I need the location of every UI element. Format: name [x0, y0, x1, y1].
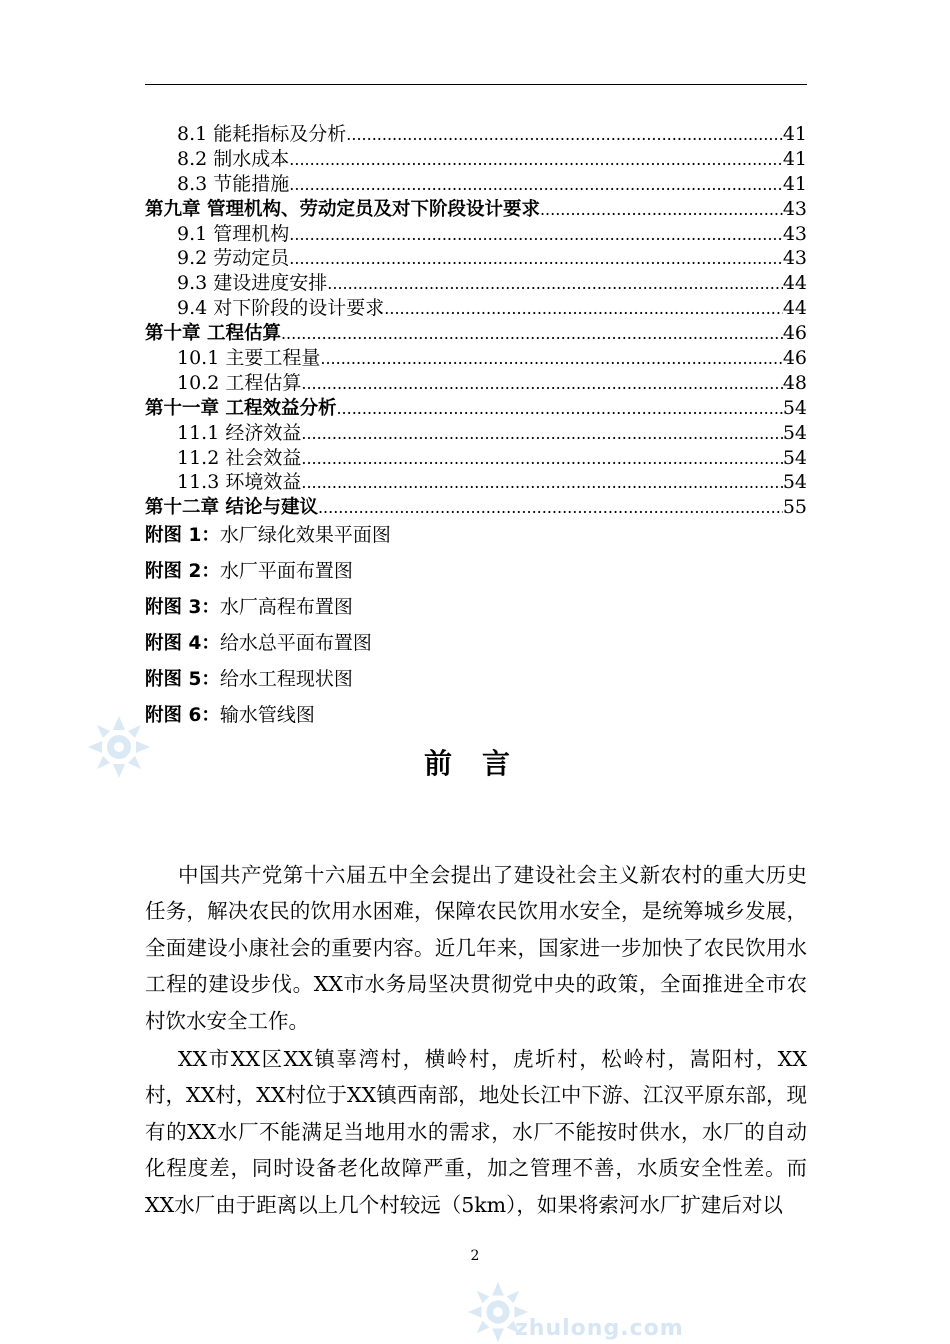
toc-page-number: 54 — [782, 446, 807, 469]
toc-page-number: 55 — [782, 496, 807, 519]
page-number: 2 — [470, 1248, 480, 1264]
toc-section-row — [145, 371, 807, 396]
toc-page-number: 43 — [782, 197, 807, 220]
toc-section-row — [145, 246, 807, 271]
toc-leader-dots — [384, 297, 783, 322]
figure-list-item — [145, 630, 807, 656]
toc-leader-dots — [301, 422, 782, 447]
toc-label: 8.3 节能措施 — [177, 172, 290, 195]
paragraph-1: 中国共产党第十六届五中全会提出了建设社会主义新农村的重大历史任务，解决农民的饮用水困难，保障农民饮用水安全，是统筹城乡发展，全面建设小康社会的重要内容。近几年来，国家进一步加快了农民饮用水工程的建设步伐。XX市水务局坚决贯彻党中央的政策，全面推进全市农村饮水安全工作。 — [145, 862, 807, 1033]
toc-label: 9.3 建设进度安排 — [177, 272, 328, 295]
toc-leader-dots — [301, 471, 782, 496]
toc-label: 第十一章 工程效益分析 — [145, 397, 337, 419]
toc-section-row — [145, 147, 807, 172]
toc-leader-dots — [289, 148, 783, 173]
toc-label: 11.3 环境效益 — [177, 471, 302, 494]
toc-page-number: 44 — [782, 297, 807, 320]
toc-page-number: 44 — [782, 272, 807, 295]
figure-title: 水厂平面布置图 — [219, 560, 353, 582]
toc-page-number: 41 — [782, 172, 807, 195]
toc-label: 第十二章 结论与建议 — [145, 497, 318, 519]
toc-page-number: 41 — [782, 123, 807, 145]
figure-label: 附图 5： — [145, 669, 220, 690]
toc-leader-dots — [346, 123, 783, 148]
section-title: 前言 — [423, 747, 540, 780]
toc-leader-dots — [327, 272, 783, 297]
figure-list-item — [145, 594, 807, 620]
figure-label: 附图 2： — [145, 561, 220, 582]
toc-leader-dots — [289, 247, 783, 272]
figure-title: 给水工程现状图 — [219, 668, 353, 690]
figure-label: 附图 3： — [145, 597, 220, 618]
toc-chapter-row — [145, 197, 807, 222]
toc-leader-dots — [289, 173, 783, 198]
toc-section-row — [145, 421, 807, 446]
toc-chapter-row — [145, 321, 807, 346]
toc-leader-dots — [289, 223, 783, 248]
figure-label: 附图 6： — [145, 705, 220, 726]
toc-page-number: 54 — [782, 421, 807, 444]
toc-leader-dots — [336, 397, 782, 422]
toc-section-row — [145, 446, 807, 471]
toc-label: 8.1 能耗指标及分析 — [177, 123, 347, 145]
toc-chapter-row — [145, 396, 807, 421]
toc-label: 11.1 经济效益 — [177, 421, 302, 444]
toc-leader-dots — [540, 198, 783, 223]
toc-leader-dots — [318, 496, 783, 521]
toc-page-number: 43 — [782, 222, 807, 245]
toc-chapter-row — [145, 495, 807, 520]
toc-section-row — [145, 346, 807, 371]
watermark-snowflake-icon — [88, 716, 150, 778]
figure-title: 输水管线图 — [219, 704, 315, 726]
toc-page-number: 54 — [782, 396, 807, 419]
toc-label: 10.1 主要工程量 — [177, 347, 321, 370]
toc-page-number: 46 — [782, 322, 807, 345]
toc-page-number: 46 — [782, 347, 807, 370]
toc-label: 9.4 对下阶段的设计要求 — [177, 297, 385, 320]
table-of-contents — [145, 122, 807, 520]
figure-list-item — [145, 702, 807, 728]
toc-page-number: 43 — [782, 247, 807, 270]
figure-label: 附图 1： — [145, 525, 220, 546]
figure-label: 附图 4： — [145, 633, 220, 654]
toc-page-number: 48 — [782, 371, 807, 394]
toc-section-row — [145, 122, 807, 147]
watermark-text: zhulong.com — [515, 1316, 684, 1341]
toc-section-row — [145, 172, 807, 197]
header-rule — [145, 84, 807, 85]
figure-title: 水厂高程布置图 — [219, 596, 353, 618]
toc-leader-dots — [301, 447, 782, 472]
toc-label: 第十章 工程估算 — [145, 323, 281, 345]
toc-label: 8.2 制水成本 — [177, 147, 290, 170]
figure-list-item — [145, 558, 807, 584]
toc-section-row — [145, 222, 807, 247]
toc-section-row — [145, 271, 807, 296]
toc-label: 10.2 工程估算 — [177, 371, 302, 394]
toc-label: 9.1 管理机构 — [177, 222, 290, 245]
figure-list-item — [145, 522, 807, 548]
toc-section-row — [145, 296, 807, 321]
toc-page-number: 54 — [782, 471, 807, 494]
figure-title: 给水总平面布置图 — [219, 632, 372, 654]
figure-list-item — [145, 666, 807, 692]
toc-section-row — [145, 470, 807, 495]
toc-label: 9.2 劳动定员 — [177, 247, 290, 270]
toc-label: 11.2 社会效益 — [177, 446, 302, 469]
toc-label: 第九章 管理机构、劳动定员及对下阶段设计要求 — [145, 198, 540, 220]
toc-leader-dots — [301, 372, 782, 397]
figure-title: 水厂绿化效果平面图 — [219, 524, 391, 546]
toc-page-number: 41 — [782, 147, 807, 170]
paragraph-2: XX市XX区XX镇辜湾村，横岭村，虎圻村，松岭村，嵩阳村，XX村，XX村，XX村位于XX镇西南部，地处长江中下游、江汉平原东部，现有的XX水厂不能满足当地用水的需求，水厂不能按时供水，水厂的自动化程度差，同时设备老化故障严重，加之管理不善，水质安全性差。而XX水厂由于距离以上几个村较远（5km），如果将索河水厂扩建后对以 — [145, 1046, 807, 1217]
toc-leader-dots — [320, 347, 782, 372]
toc-leader-dots — [281, 322, 783, 347]
